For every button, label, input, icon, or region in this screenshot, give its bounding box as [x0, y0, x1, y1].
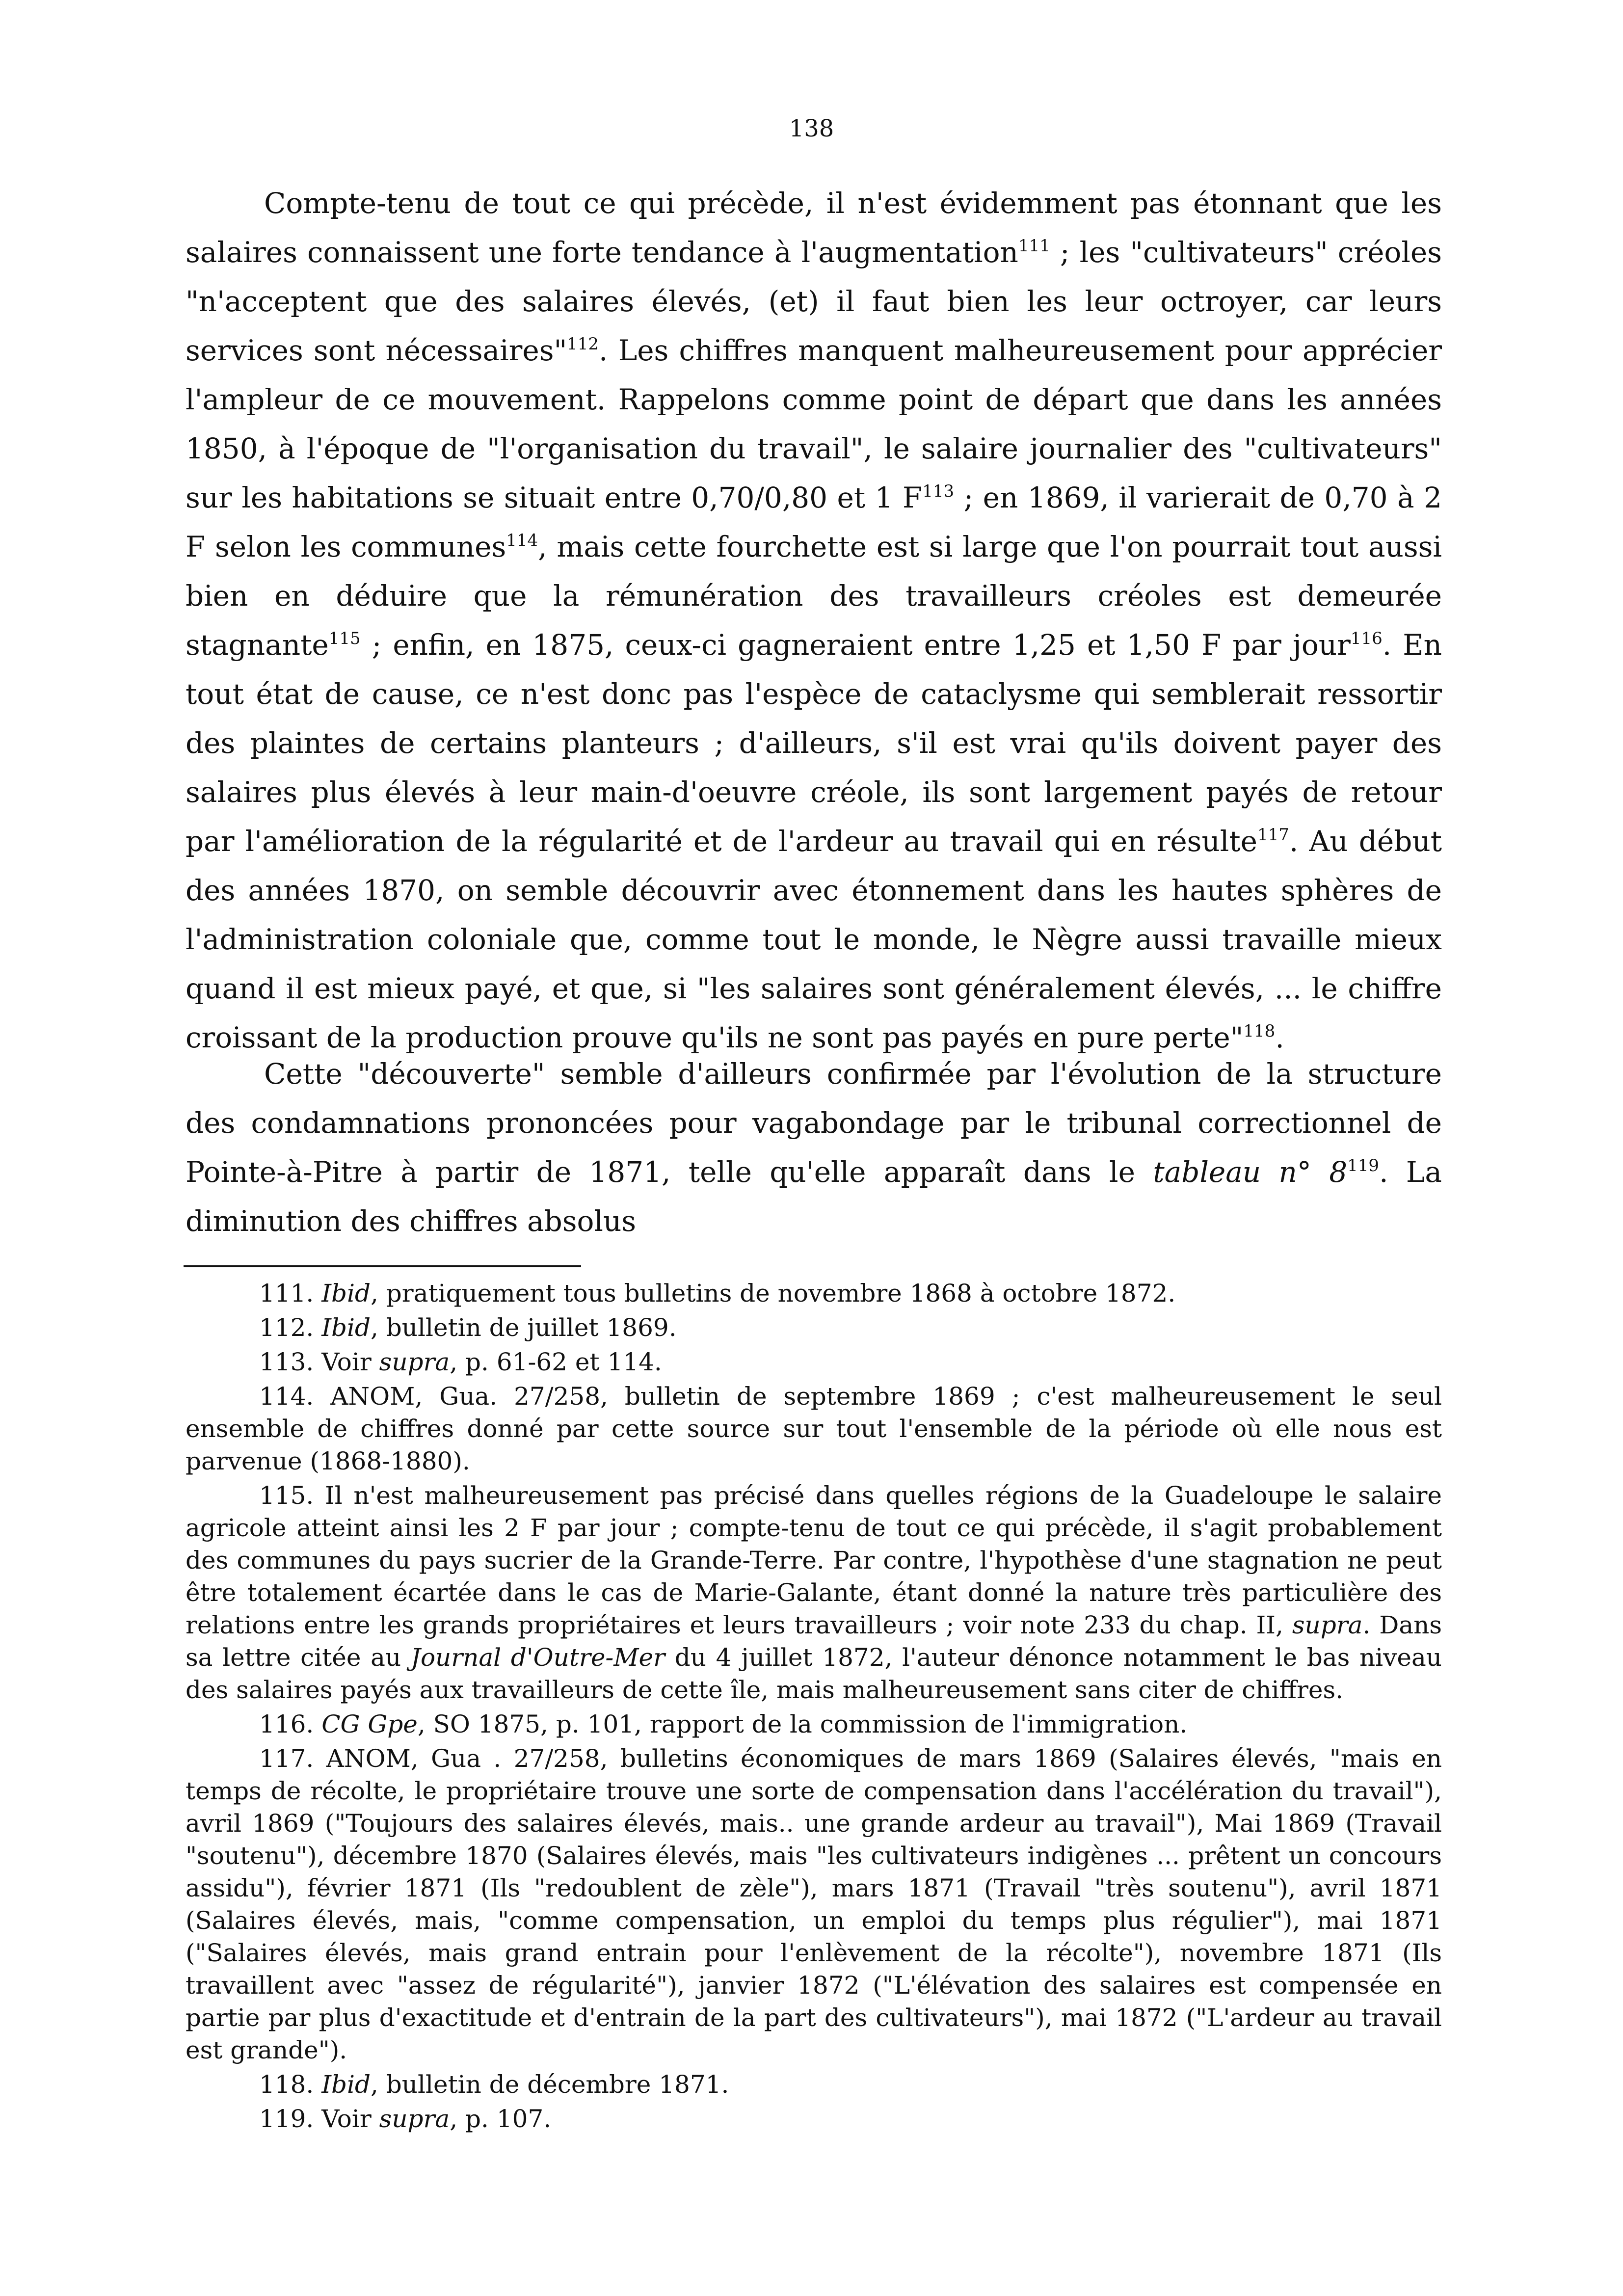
- footnote-116: [186, 1708, 1442, 1740]
- footnote-text: Voir: [321, 1348, 379, 1376]
- footnote-ref[interactable]: 118: [1243, 1021, 1276, 1041]
- footnote-text: Voir: [321, 2105, 379, 2133]
- footnote-italic: Ibid: [321, 2070, 371, 2099]
- footnote-112: [186, 1311, 1442, 1344]
- footnote-text: , bulletin de juillet 1869.: [371, 1313, 677, 1342]
- table-reference: tableau n° 8: [1153, 1155, 1348, 1189]
- footnote-number: 117.: [259, 1744, 326, 1773]
- text-run: , mais cette fourchette est si large que l'on pourrait tout aussi bien en déduire que la rémunération des travailleurs créoles est demeurée stagnante: [186, 530, 1442, 662]
- footnote-119: [186, 2103, 1442, 2135]
- page-number: 138: [789, 115, 834, 142]
- footnote-italic: Ibid: [321, 1313, 371, 1342]
- footnote-ref[interactable]: 115: [328, 629, 361, 648]
- footnote-number: 111.: [259, 1279, 322, 1308]
- footnote-ref[interactable]: 111: [1018, 236, 1050, 256]
- text-run: ; enfin, en 1875, ceux-ci gagneraient entre 1,25 et 1,50 F par jour: [360, 628, 1351, 662]
- footnote-italic: supra: [379, 1348, 450, 1376]
- footnote-114: [186, 1380, 1442, 1477]
- footnotes: [186, 1277, 1442, 2137]
- footnote-text: , SO 1875, p. 101, rapport de la commission de l'immigration.: [417, 1710, 1188, 1738]
- footnote-text: . Dans sa lettre citée au: [186, 1611, 1442, 1672]
- footnote-separator: [184, 1265, 581, 1267]
- footnote-text: Il n'est malheureusement pas précisé dans quelles régions de la Guadeloupe le salaire agricole atteint ainsi les 2 F par jour ; compte-tenu de tout ce qui précède, il s'agit probablement des communes du pays sucrier de la Grande-Terre. Par contre, l'hypothèse d'une stagnation ne peut être totalement écartée dans le cas de Marie-Galante, étant donné la nature très particulière des relations entre les grands propriétaires et leurs travailleurs ; voir note 233 du chap. II,: [186, 1481, 1442, 1639]
- text-run: . Au début des années 1870, on semble découvrir avec étonnement dans les hautes sphères de l'administration coloniale que, comme tout le monde, le Nègre aussi travaille mieux quand il est mieux payé, et que, si "les salaires sont généralement élevés, ... le chiffre croissant de la production prouve qu'ils ne sont pas payés en pure perte": [186, 825, 1442, 1054]
- text-run: . La diminution des chiffres absolus: [186, 1155, 1442, 1238]
- text-run: ; en 1869, il varierait de 0,70 à 2 F selon les communes: [186, 481, 1442, 563]
- footnote-ref[interactable]: 113: [922, 481, 955, 501]
- footnote-text: , p. 107.: [450, 2105, 552, 2133]
- footnote-number: 113.: [259, 1348, 322, 1376]
- body-paragraph-1: [186, 179, 1442, 1062]
- text-run: Compte-tenu de tout ce qui précède, il n'est évidemment pas étonnant que les salaires connaissent une forte tendance à l'augmentation: [186, 187, 1442, 269]
- text-run: ; les "cultivateurs" créoles "n'acceptent que des salaires élevés, (et) il faut bien les leur octroyer, car leurs services sont nécessaires": [186, 236, 1442, 367]
- footnote-ref[interactable]: 117: [1257, 825, 1289, 845]
- footnote-number: 112.: [259, 1313, 322, 1342]
- footnote-ref[interactable]: 114: [506, 531, 538, 550]
- footnote-italic: Ibid: [321, 1279, 371, 1308]
- footnote-118: [186, 2068, 1442, 2101]
- text-run: .: [1275, 1021, 1284, 1054]
- footnote-number: 118.: [259, 2070, 322, 2099]
- footnote-number: 115.: [259, 1481, 325, 1510]
- footnote-115: [186, 1479, 1442, 1706]
- footnote-number: 114.: [259, 1382, 331, 1411]
- footnote-text: du 4 juillet 1872, l'auteur dénonce notamment le bas niveau des salaires payés aux travailleurs de cette île, mais malheureusement sans citer de chiffres.: [186, 1643, 1442, 1704]
- text-run: Cette "découverte" semble d'ailleurs confirmée par l'évolution de la structure des condamnations prononcées pour vagabondage par le tribunal correctionnel de Pointe-à-Pitre à partir de 1871, telle qu'elle apparaît dans le: [186, 1057, 1442, 1189]
- text-run: . Les chiffres manquent malheureusement pour apprécier l'ampleur de ce mouvement. Rappelons comme point de départ que dans les années 1850, à l'époque de "l'organisation du travail", le salaire journalier des "cultivateurs" sur les habitations se situait entre 0,70/0,80 et 1 F: [186, 334, 1442, 514]
- footnote-ref[interactable]: 116: [1350, 629, 1383, 648]
- body-paragraph-2: [186, 1049, 1442, 1246]
- footnote-italic: CG Gpe: [321, 1710, 418, 1738]
- footnote-text: , bulletin de décembre 1871.: [371, 2070, 729, 2099]
- footnote-ref[interactable]: 112: [567, 334, 599, 354]
- footnote-text: ANOM, Gua . 27/258, bulletins économiques de mars 1869 (Salaires élevés, "mais en temps de récolte, le propriétaire trouve une sorte de compensation dans l'accélération du travail"), avril 1869 ("Toujours des salaires élevés, mais.. une grande ardeur au travail"), Mai 1869 (Travail "soutenu"), décembre 1870 (Salaires élevés, mais "les cultivateurs indigènes ... prêtent un concours assidu"), février 1871 (Ils "redoublent de zèle"), mars 1871 (Travail "très soutenu"), avril 1871 (Salaires élevés, mais, "comme compensation, un emploi du temps plus régulier"), mai 1871 ("Salaires élevés, mais grand entrain pour l'enlèvement de la récolte"), novembre 1871 (Ils travaillent avec "assez de régularité"), janvier 1872 ("L'élévation des salaires est compensée en partie par plus d'exactitude et d'entrain de la part des cultivateurs"), mai 1872 ("L'ardeur au travail est grande").: [186, 1744, 1442, 2064]
- footnote-text: ANOM, Gua. 27/258, bulletin de septembre 1869 ; c'est malheureusement le seul ensemble de chiffres donné par cette source sur tout l'ensemble de la période où elle nous est parvenue (1868-1880).: [186, 1382, 1442, 1475]
- footnote-number: 116.: [259, 1710, 322, 1738]
- footnote-113: [186, 1346, 1442, 1378]
- footnote-text: , pratiquement tous bulletins de novembre 1868 à octobre 1872.: [371, 1279, 1176, 1308]
- footnote-117: [186, 1742, 1442, 2066]
- footnote-ref[interactable]: 119: [1347, 1156, 1380, 1175]
- footnote-italic: supra: [1292, 1611, 1363, 1639]
- footnote-111: [186, 1277, 1442, 1309]
- text-run: . En tout état de cause, ce n'est donc pas l'espèce de cataclysme qui semblerait ressortir des plaintes de certains planteurs ; d'ailleurs, s'il est vrai qu'ils doivent payer des salaires plus élevés à leur main-d'oeuvre créole, ils sont largement payés de retour par l'amélioration de la régularité et de l'ardeur au travail qui en résulte: [186, 628, 1442, 858]
- footnote-italic: Journal d'Outre-Mer: [410, 1643, 665, 1672]
- footnote-text: , p. 61-62 et 114.: [450, 1348, 662, 1376]
- footnote-italic: supra: [379, 2105, 450, 2133]
- footnote-number: 119.: [259, 2105, 322, 2133]
